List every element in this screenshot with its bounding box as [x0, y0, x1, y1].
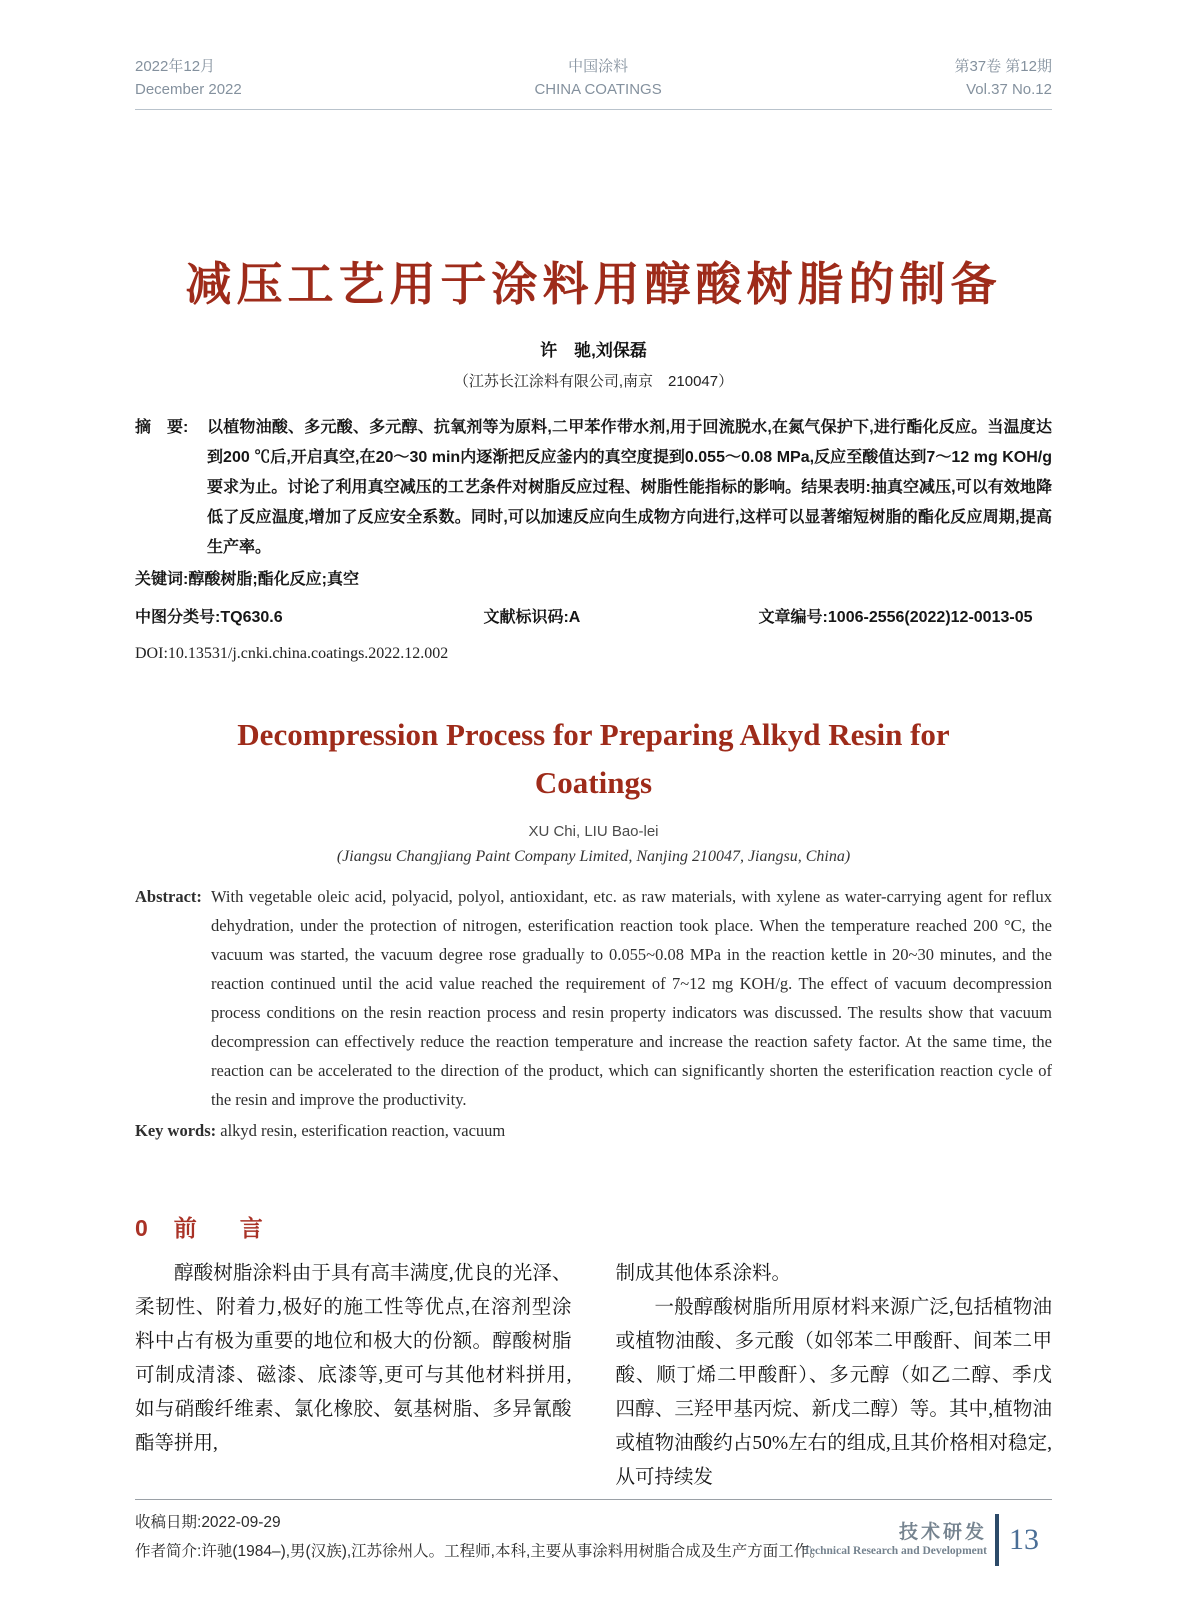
- article-id: [759, 603, 1052, 633]
- header-date-en: December 2022: [135, 81, 242, 99]
- affiliation-zh: （江苏长江涂料有限公司,南京 210047）: [453, 373, 734, 391]
- abstract-en: [135, 882, 1052, 1114]
- authors-zh: 许 驰,刘保磊: [540, 341, 647, 361]
- keywords-en: [135, 1116, 1052, 1145]
- clc-number: [135, 603, 483, 633]
- header-divider: [135, 109, 1052, 110]
- header-issue: [954, 55, 1052, 102]
- header-date: [135, 55, 242, 102]
- keywords-en-text: alkyd resin, esterification reaction, vacuum: [220, 1121, 506, 1141]
- journal-running-head: [135, 0, 1052, 102]
- footer-vertical-bar: [995, 1514, 999, 1566]
- authors-en: XU Chi, LIU Bao-lei: [528, 823, 659, 841]
- clc-label: 中图分类号:: [135, 609, 221, 627]
- body-columns: [135, 1213, 1052, 1495]
- footer-column-zh: 技术研发: [898, 1521, 987, 1543]
- author-bio-value: 许驰(1984–),男(汉族),江苏徐州人。工程师,本科,主要从事涂料用树脂合成及生产方面工作。: [201, 1543, 825, 1561]
- document-code: [483, 603, 758, 633]
- body-paragraph: 醇酸树脂涂料由于具有高丰满度,优良的光泽、柔韧性、附着力,极好的施工性等优点,在溶剂型涂料中占有极为重要的地位和极大的份额。醇酸树脂可制成清漆、磁漆、底漆等,更可与其他材料拼用,如与硝酸纤维素、氯化橡胶、氨基树脂、多异氰酸酯等拼用,: [135, 1263, 572, 1455]
- article-title-en: [135, 711, 1052, 807]
- page-number: 13: [1009, 1523, 1039, 1556]
- footnote-divider: [135, 1499, 1052, 1500]
- affiliation-en: (Jiangsu Changjiang Paint Company Limited, Nanjing 210047, Jiangsu, China): [336, 848, 851, 866]
- keywords-zh-label: 关键词:: [135, 571, 189, 589]
- abstract-zh-label: 摘 要:: [135, 419, 189, 437]
- keywords-en-label: Key words:: [135, 1121, 217, 1141]
- header-journal-zh: 中国涂料: [568, 58, 629, 75]
- header-journal-name: [534, 55, 661, 102]
- body-column-left: [135, 1213, 572, 1495]
- header-issue-zh: 第37卷 第12期: [954, 58, 1052, 75]
- received-date-label: 收稿日期:: [135, 1514, 202, 1532]
- section-0-number: 0: [135, 1215, 148, 1242]
- header-journal-en: CHINA COATINGS: [534, 81, 662, 99]
- footer-column-name: [803, 1522, 987, 1559]
- document-code-value: A: [568, 609, 581, 627]
- body-paragraph: 一般醇酸树脂所用原材料来源广泛,包括植物油或植物油酸、多元酸（如邻苯二甲酸酐、间苯二甲酸、顺丁烯二甲酸酐）、多元醇（如乙二醇、季戊四醇、三羟甲基丙烷、新戊二醇）等。其中,植物油或植物油酸约占50%左右的组成,且其价格相对稳定,从可持续发: [615, 1297, 1052, 1489]
- section-0-title: 前 言: [173, 1215, 273, 1242]
- abstract-zh: [135, 413, 1052, 563]
- section-0-heading: [135, 1213, 572, 1243]
- article-id-label: 文章编号:: [758, 609, 828, 627]
- document-code-label: 文献标识码:: [483, 609, 569, 627]
- footer-column-en: Technical Research and Development: [803, 1544, 987, 1557]
- body-paragraph: 制成其他体系涂料。: [615, 1263, 792, 1285]
- article-id-value: 1006-2556(2022)12-0013-05: [827, 609, 1033, 627]
- keywords-zh: [135, 565, 1052, 595]
- author-bio-label: 作者简介:: [135, 1543, 202, 1561]
- header-date-zh: 2022年12月: [135, 58, 216, 75]
- article-title-en-line2: Coatings: [534, 765, 653, 801]
- article-title-en-line1: Decompression Process for Preparing Alkyd Resin for: [237, 717, 950, 753]
- received-date-value: 2022-09-29: [201, 1514, 281, 1532]
- abstract-en-text: With vegetable oleic acid, polyacid, polyol, antioxidant, etc. as raw materials, with xylene as water-carrying agent for reflux dehydration, under the protection of nitrogen, esterification reaction took place. When the temperature reached 200 °C, the vacuum was started, the vacuum degree rose gradually to 0.055~0.08 MPa in the reaction kettle in 20~30 minutes, and the reaction continued until the acid value reached the requirement of 7~12 mg KOH/g. The effect of vacuum decompression process conditions on the resin reaction process and resin property indicators was discussed. The results show that vacuum decompression can effectively reduce the reaction temperature and increase the reaction safety factor. At the same time, the reaction can be accelerated to the direction of the product, which can significantly shorten the esterification reaction cycle of the resin and improve the productivity.: [211, 887, 1052, 1110]
- header-issue-en: Vol.37 No.12: [966, 81, 1052, 99]
- keywords-zh-text: 醇酸树脂;酯化反应;真空: [188, 571, 360, 589]
- abstract-en-label: Abstract:: [135, 887, 202, 907]
- body-column-right: [616, 1213, 1053, 1495]
- classification-row: [135, 603, 1052, 633]
- page-footer: [803, 1514, 1039, 1566]
- article-title-zh: 减压工艺用于涂料用醇酸树脂的制备: [185, 257, 1002, 310]
- abstract-zh-text: 以植物油酸、多元酸、多元醇、抗氧剂等为原料,二甲苯作带水剂,用于回流脱水,在氮气保护下,进行酯化反应。当温度达到200 ℃后,开启真空,在20～30 min内逐渐把反应釜内的真空度提到0.055～0.08 MPa,反应至酸值达到7～12 mg KOH/g要求为止。讨论了利用真空减压的工艺条件对树脂反应过程、树脂性能指标的影响。结果表明:抽真空减压,可以有效地降低了反应温度,增加了反应安全系数。同时,可以加速反应向生成物方向进行,这样可以显著缩短树脂的酯化反应周期,提高生产率。: [207, 419, 1052, 557]
- clc-value: TQ630.6: [220, 609, 283, 627]
- doi: DOI:10.13531/j.cnki.china.coatings.2022.12.002: [135, 645, 449, 663]
